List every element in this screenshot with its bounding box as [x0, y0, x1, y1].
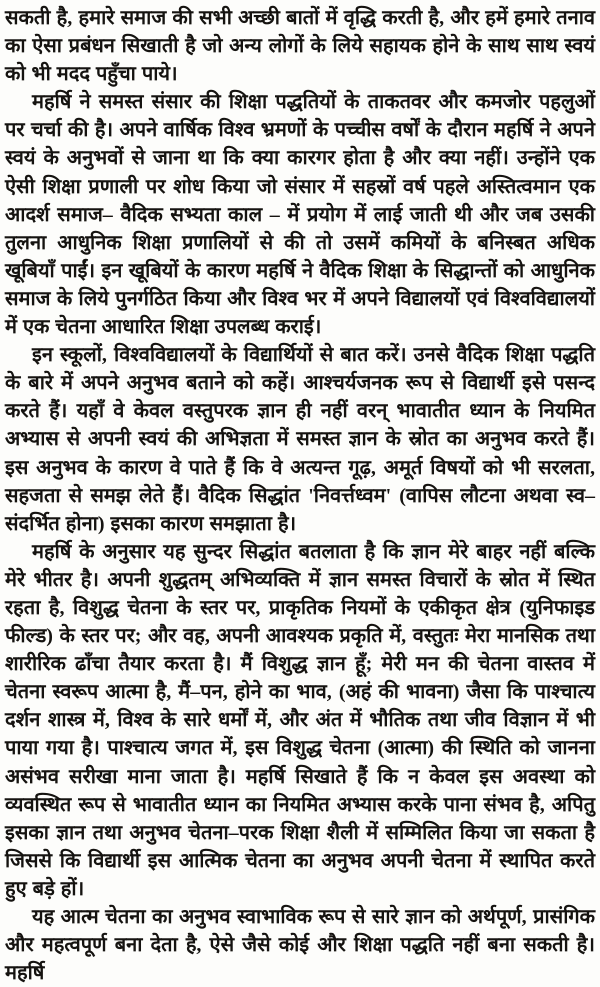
page-body: [5, 4, 595, 987]
paragraph: महर्षि ने समस्त संसार की शिक्षा पद्धतियों के ताकतवर और कमजोर पहलुओं पर चर्चा की है। अपने वार्षिक विश्व भ्रमणों के पच्चीस वर्षों के दौरान महर्षि ने अपने स्वयं के अनुभवों से जाना था कि क्या कारगर होता है और क्या नहीं। उन्होंने एक ऐसी शिक्षा प्रणाली पर शोध किया जो संसार में सहस्रों वर्ष पहले अस्तित्वमान एक आदर्श समाज– वैदिक सभ्यता काल – में प्रयोग में लाई जाती थी और जब उसकी तुलना आधुनिक शिक्षा प्रणालियों से की तो उसमें कमियों के बनिस्बत अधिक खूबियाँ पाईं। इन खूबियों के कारण महर्षि ने वैदिक शिक्षा के सिद्धान्तों को आधुनिक समाज के लिये पुनर्गठित किया और विश्व भर में अपने विद्यालयों एवं विश्वविद्यालयों में एक चेतना आधारित शिक्षा उपलब्ध कराई।: [5, 91, 595, 339]
paragraph: इन स्कूलों, विश्वविद्यालयों के विद्यार्थियों से बात करें। उनसे वैदिक शिक्षा पद्धति के बारे में अपने अनुभव बताने को कहें। आश्चर्यजनक रूप से विद्यार्थी इसे पसन्द करते हैं। यहाँ वे केवल वस्तुपरक ज्ञान ही नहीं वरन् भावातीत ध्यान के नियमित अभ्यास से अपनी स्वयं की अभिज्ञता में समस्त ज्ञान के स्रोत का अनुभव करते हैं। इस अनुभव के कारण वे पाते हैं कि वे अत्यन्त गूढ़, अमूर्त विषयों को भी सरलता, सहजता से समझ लेते हैं। वैदिक सिद्धांत 'निवर्त्तध्वम' (वापिस लौटना अथवा स्व–संदर्भित होना) इसका कारण समझाता है।: [5, 344, 595, 535]
paragraph: महर्षि के अनुसार यह सुन्दर सिद्धांत बतलाता है कि ज्ञान मेरे बाहर नहीं बल्कि मेरे भीतर है। अपनी शुद्धतम् अभिव्यक्ति में ज्ञान समस्त विचारों के स्रोत में स्थित रहता है, विशुद्ध चेतना के स्तर पर, प्राकृतिक नियमों के एकीकृत क्षेत्र (युनिफाइड फील्ड) के स्तर पर; और वह, अपनी आवश्यक प्रकृति में, वस्तुतः मेरा मानसिक तथा शारीरिक ढाँचा तैयार करता है। मैं विशुद्ध ज्ञान हूँ; मेरी मन की चेतना वास्तव में चेतना स्वरूप आत्मा है, मैं–पन, होने का भाव, (अहं की भावना) जैसा कि पाश्चात्य दर्शन शास्त्र में, विश्व के सारे धर्मों में, और अंत में भौतिक तथा जीव विज्ञान में भी पाया गया है। पाश्चात्य जगत में, इस विशुद्ध चेतना (आत्मा) की स्थिति को जानना असंभव सरीखा माना जाता है। महर्षि सिखाते हैं कि न केवल इस अवस्था को व्यवस्थित रूप से भावातीत ध्यान का नियमित अभ्यास करके पाना संभव है, अपितु इसका ज्ञान तथा अनुभव चेतना–परक शिक्षा शैली में सम्मिलित किया जा सकता है जिससे कि विद्यार्थी इस आत्मिक चेतना का अनुभव अपनी चेतना में स्थापित करते हुए बड़े हों।: [5, 540, 595, 900]
paragraph: यह आत्म चेतना का अनुभव स्वाभाविक रूप से सारे ज्ञान को अर्थपूर्ण, प्रासंगिक और महत्वपूर्ण बना देता है, ऐसे जैसे कोई और शिक्षा पद्धति नहीं बना सकती है। महर्षि: [5, 906, 595, 985]
paragraph: सकती है, हमारे समाज की सभी अच्छी बातों में वृद्धि करती है, और हमें हमारे तनाव का ऐसा प्रबंधन सिखाती है जो अन्य लोगों के लिये सहायक होने के साथ साथ स्वयं को भी मदद पहुँचा पाये।: [5, 7, 595, 86]
